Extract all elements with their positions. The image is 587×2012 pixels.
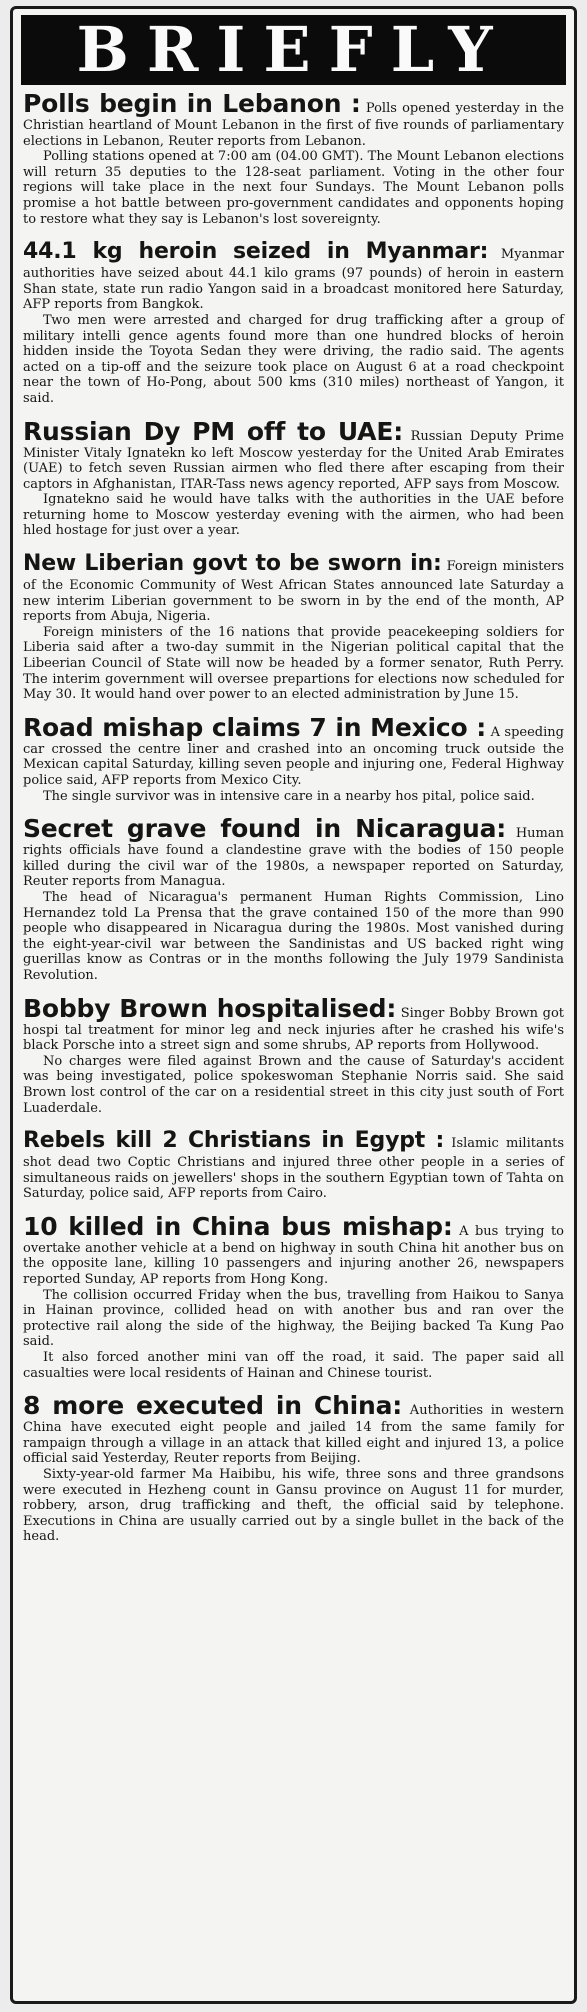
news-brief [13, 713, 574, 804]
brief-lead: Human rights officials have found a clandestine grave with the bodies of 150 people killed during the civil war of the 1980s, a newspaper reported on Saturday, Reuter reports from Managua. [23, 826, 564, 890]
brief-spacer [13, 1545, 574, 1551]
brief-lead-paragraph [23, 994, 564, 1054]
news-brief [13, 549, 574, 703]
news-brief [13, 1126, 574, 1202]
brief-lead-paragraph [23, 814, 564, 890]
brief-headline: Rebels kill 2 Christians in Egypt : [23, 1128, 445, 1154]
story-list [13, 89, 574, 1551]
brief-paragraph: Two men were arrested and charged for drug trafficking after a group of military intelli gence agents found more than one hundred blocks of heroin hidden inside the Toyota Sedan they were driving, the radio said. The agents acted on a tip-off and the seizure took place on August 6 at a road checkpoint near the town of Ho-Pong, about 500 kms (310 miles) northeast of Yangon, it said. [23, 312, 564, 406]
brief-paragraph: It also forced another mini van off the road, it said. The paper said all casualties were local residents of Hainan and Chinese tourist. [23, 1350, 564, 1381]
news-brief [13, 1391, 574, 1545]
brief-spacer [13, 1116, 574, 1122]
brief-lead: Myanmar authorities have seized about 44.1 kilo grams (97 pounds) of heroin in eastern Shan state, state run radio Yangon said in a broadcast monitored here Saturday, AFP reports from Bangkok. [23, 247, 565, 313]
brief-paragraph: Sixty-year-old farmer Ma Haibibu, his wife, three sons and three grandsons were executed in Hezheng count in Gansu province on August 11 for murder, robbery, arson, drug trafficking and theft, the official said by telephone. Executions in China are usually carried out by a single bullet in the back of the head. [23, 1467, 564, 1545]
brief-headline: Polls begin in Lebanon : [23, 89, 361, 118]
brief-spacer [13, 804, 574, 810]
newspaper-column [10, 6, 577, 2004]
brief-lead: Islamic militants shot dead two Coptic Christians and injured three other people in a series of simultaneous raids on jewellers' shops in the southern Egyptian town of Tahta on Saturday, police said, AFP reports from Cairo. [23, 1136, 564, 1202]
brief-headline: 8 more executed in China: [23, 1391, 403, 1421]
brief-spacer [13, 984, 574, 990]
brief-lead-paragraph [23, 237, 564, 313]
news-brief [13, 89, 574, 227]
brief-headline: Bobby Brown hospitalised: [23, 993, 397, 1023]
news-brief [13, 814, 574, 983]
brief-lead-paragraph [23, 1391, 564, 1467]
brief-spacer [13, 1381, 574, 1387]
news-brief [13, 237, 574, 406]
brief-spacer [13, 703, 574, 709]
brief-spacer [13, 227, 574, 233]
brief-headline: Russian Dy PM off to UAE: [23, 416, 403, 446]
news-brief [13, 417, 574, 540]
brief-headline: New Liberian govt to be sworn in: [23, 551, 442, 577]
brief-paragraph: Ignatekno said he would have talks with the authorities in the UAE before returning home to Moscow yesterday evening with the airmen, who had been hled hostage for just over a year. [23, 492, 564, 539]
news-brief [13, 1212, 574, 1381]
brief-headline: 10 killed in China bus mishap: [23, 1211, 453, 1241]
brief-spacer [13, 1202, 574, 1208]
brief-lead-paragraph [23, 1126, 564, 1202]
brief-lead-paragraph [23, 713, 564, 789]
brief-headline: Secret grave found in Nicaragua: [23, 814, 507, 844]
brief-spacer [13, 407, 574, 413]
brief-paragraph: Foreign ministers of the 16 nations that provide peacekeeping soldiers for Liberia said after a two-day summit in the Nigerian political capital that the Libeerian Council of State will now be headed by a former senator, Ruth Perry. The interim government will oversee prepartions for elections now scheduled for May 30. It would hand over power to an elected administration by June 15. [23, 624, 564, 703]
brief-paragraph: The single survivor was in intensive care in a nearby hos pital, police said. [43, 788, 535, 804]
brief-lead: Singer Bobby Brown got hospi tal treatment for minor leg and neck injuries after he crashed his wife's black Porsche into a street sign and some shrubs, AP reports from Hollywood. [23, 1005, 565, 1054]
brief-lead-paragraph [23, 417, 564, 493]
brief-lead-paragraph [23, 1212, 564, 1288]
brief-paragraph: The head of Nicaragua's permanent Human Rights Commission, Lino Hernandez told La Prensa that the grave contained 150 of the more than 990 people who disappeared in Nicaragua during the 1980s. Most vanished during the eight-year-civil war between the Sandinistas and US backed right wing guerillas know as Contras or in the months following the July 1979 Sandinista Revolution. [23, 889, 564, 983]
brief-paragraph: The collision occurred Friday when the bus, travelling from Haikou to Sanya in Hainan province, collided head on with another bus and ran over the protective rail along the side of the highway, the Beijing backed Ta Kung Pao said. [23, 1287, 564, 1350]
brief-headline: 44.1 kg heroin seized in Myanmar: [23, 239, 489, 265]
brief-lead: Russian Deputy Prime Minister Vitaly Ignatekn ko left Moscow yesterday for the United Arab Emirates (UAE) to fetch seven Russian airmen who fled there after escaping from their captors in Afghanistan, ITAR-Tass news agency reported, AFP says from Moscow. [23, 428, 565, 492]
brief-lead: Foreign ministers of the Economic Community of West African States announced late Saturday a new interim Liberian government to be sworn in by the end of the month, AP reports from Abuja, Nigeria. [23, 559, 564, 625]
brief-paragraph: Polling stations opened at 7:00 am (04.00 GMT). The Mount Lebanon elections will return 35 deputies to the 128-seat parliament. Voting in the other four regions will take place in the next four Sundays. The Mount Lebanon polls promise a hot battle between pro-government candidates and opponents hoping to restore what they say is Lebanon's lost sovereignty. [23, 149, 564, 227]
news-brief [13, 994, 574, 1117]
brief-paragraph: No charges were filed against Brown and the cause of Saturday's accident was being investigated, police spokeswoman Stephanie Norris said. She said Brown lost control of the car on a residential street in this city just south of Fort Luaderdale. [23, 1053, 564, 1116]
brief-spacer [13, 539, 574, 545]
brief-headline: Road mishap claims 7 in Mexico : [23, 712, 487, 742]
brief-lead: A speeding car crossed the centre liner and crashed into an oncoming truck outside the Mexican capital Saturday, killing seven people and injuring one, Federal Highway police said, AFP reports from Mexico City. [23, 724, 564, 788]
brief-lead-paragraph [23, 549, 564, 625]
brief-lead-paragraph [23, 89, 564, 149]
brief-lead: A bus trying to overtake another vehicle at a bend on highway in south China hit another bus on the opposite lane, killing 10 passengers and injuring another 26, newspapers reported Sunday, AP reports from Hong Kong. [23, 1223, 564, 1288]
masthead: BRIEFLY [21, 15, 566, 85]
brief-lead: Polls opened yesterday in the Christian heartland of Mount Lebanon in the first of five rounds of parliamentary elections in Lebanon, Reuter reports from Lebanon. [23, 101, 564, 149]
brief-lead: Authorities in western China have executed eight people and jailed 14 from the same family for rampaign through a village in an attack that killed eight and injured 13, a police official said Yesterday, Reuter reports from Beijing. [23, 1403, 564, 1467]
